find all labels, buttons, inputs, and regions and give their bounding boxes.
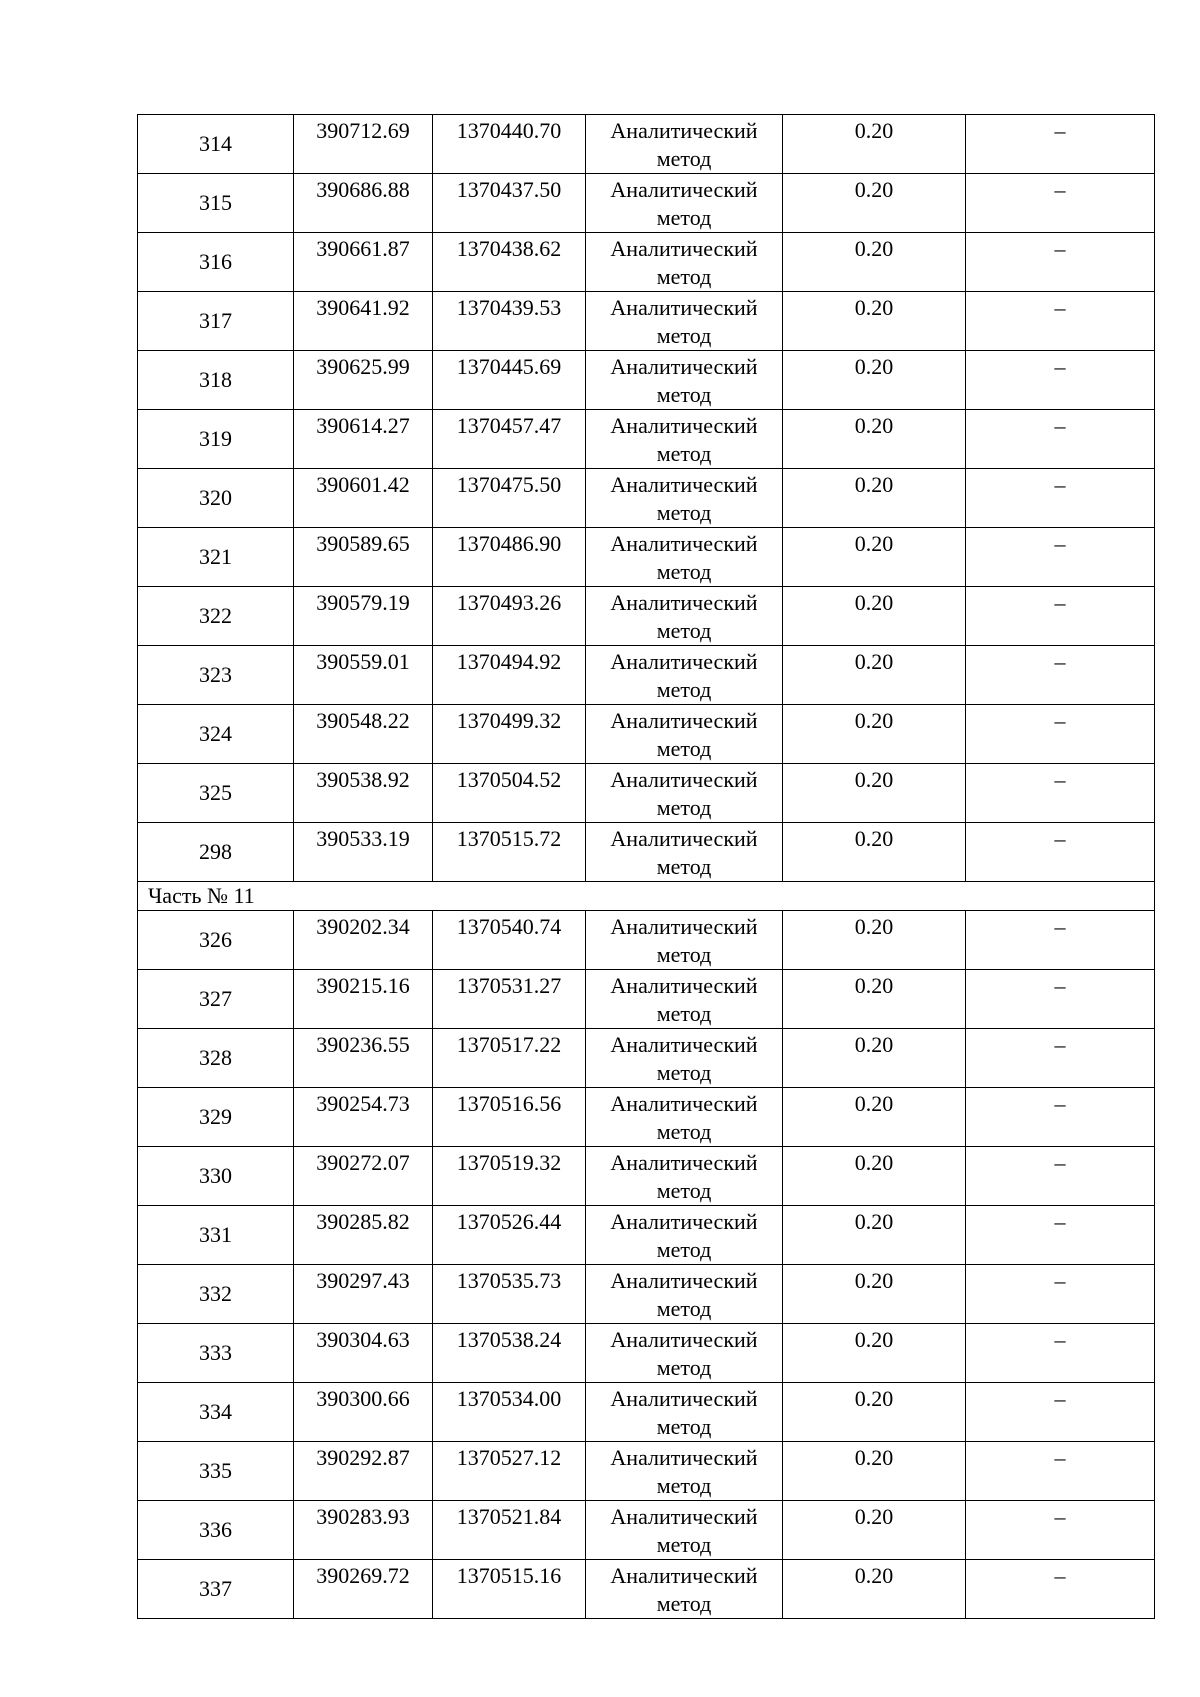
determination-method: Аналитический метод [586, 1383, 783, 1442]
table-row [138, 764, 1155, 823]
note-dash: – [966, 528, 1155, 587]
point-number: 315 [138, 174, 294, 233]
coordinate-y: 1370445.69 [433, 351, 586, 410]
coordinate-x: 390686.88 [294, 174, 433, 233]
note-dash: – [966, 1324, 1155, 1383]
coordinate-x: 390548.22 [294, 705, 433, 764]
table-row [138, 528, 1155, 587]
point-number: 320 [138, 469, 294, 528]
point-number: 334 [138, 1383, 294, 1442]
table-row [138, 1442, 1155, 1501]
accuracy-value: 0.20 [783, 1029, 966, 1088]
accuracy-value: 0.20 [783, 1501, 966, 1560]
accuracy-value: 0.20 [783, 115, 966, 174]
point-number: 329 [138, 1088, 294, 1147]
table-row [138, 1206, 1155, 1265]
coordinate-y: 1370515.72 [433, 823, 586, 882]
note-dash: – [966, 410, 1155, 469]
coordinate-y: 1370493.26 [433, 587, 586, 646]
table-row [138, 469, 1155, 528]
table-row [138, 1560, 1155, 1619]
coordinate-x: 390641.92 [294, 292, 433, 351]
determination-method: Аналитический метод [586, 292, 783, 351]
determination-method: Аналитический метод [586, 1442, 783, 1501]
coordinate-x: 390601.42 [294, 469, 433, 528]
coordinate-y: 1370494.92 [433, 646, 586, 705]
point-number: 318 [138, 351, 294, 410]
accuracy-value: 0.20 [783, 1265, 966, 1324]
table-row [138, 1324, 1155, 1383]
table-row [138, 233, 1155, 292]
point-number: 335 [138, 1442, 294, 1501]
determination-method: Аналитический метод [586, 174, 783, 233]
determination-method: Аналитический метод [586, 764, 783, 823]
coordinate-x: 390300.66 [294, 1383, 433, 1442]
table-row [138, 823, 1155, 882]
coordinate-x: 390614.27 [294, 410, 433, 469]
coordinates-table-body [138, 115, 1155, 1619]
coordinate-y: 1370499.32 [433, 705, 586, 764]
table-row [138, 1147, 1155, 1206]
note-dash: – [966, 1206, 1155, 1265]
coordinate-y: 1370516.56 [433, 1088, 586, 1147]
accuracy-value: 0.20 [783, 1206, 966, 1265]
coordinate-x: 390661.87 [294, 233, 433, 292]
coordinate-x: 390712.69 [294, 115, 433, 174]
coordinate-y: 1370519.32 [433, 1147, 586, 1206]
accuracy-value: 0.20 [783, 1147, 966, 1206]
determination-method: Аналитический метод [586, 410, 783, 469]
point-number: 331 [138, 1206, 294, 1265]
determination-method: Аналитический метод [586, 646, 783, 705]
coordinate-x: 390285.82 [294, 1206, 433, 1265]
part-heading-row [138, 882, 1155, 911]
table-row [138, 1088, 1155, 1147]
coordinate-y: 1370540.74 [433, 911, 586, 970]
determination-method: Аналитический метод [586, 1206, 783, 1265]
coordinate-x: 390272.07 [294, 1147, 433, 1206]
determination-method: Аналитический метод [586, 115, 783, 174]
point-number: 326 [138, 911, 294, 970]
determination-method: Аналитический метод [586, 469, 783, 528]
coordinate-y: 1370440.70 [433, 115, 586, 174]
note-dash: – [966, 351, 1155, 410]
determination-method: Аналитический метод [586, 1029, 783, 1088]
point-number: 328 [138, 1029, 294, 1088]
note-dash: – [966, 1560, 1155, 1619]
accuracy-value: 0.20 [783, 1442, 966, 1501]
note-dash: – [966, 1383, 1155, 1442]
accuracy-value: 0.20 [783, 469, 966, 528]
coordinate-y: 1370504.52 [433, 764, 586, 823]
determination-method: Аналитический метод [586, 351, 783, 410]
table-row [138, 911, 1155, 970]
accuracy-value: 0.20 [783, 1088, 966, 1147]
point-number: 323 [138, 646, 294, 705]
point-number: 325 [138, 764, 294, 823]
note-dash: – [966, 1442, 1155, 1501]
note-dash: – [966, 233, 1155, 292]
determination-method: Аналитический метод [586, 1265, 783, 1324]
accuracy-value: 0.20 [783, 646, 966, 705]
coordinate-y: 1370527.12 [433, 1442, 586, 1501]
note-dash: – [966, 1029, 1155, 1088]
accuracy-value: 0.20 [783, 528, 966, 587]
coordinate-x: 390589.65 [294, 528, 433, 587]
determination-method: Аналитический метод [586, 970, 783, 1029]
determination-method: Аналитический метод [586, 1324, 783, 1383]
table-row [138, 646, 1155, 705]
coordinate-y: 1370475.50 [433, 469, 586, 528]
coordinate-y: 1370534.00 [433, 1383, 586, 1442]
determination-method: Аналитический метод [586, 1501, 783, 1560]
determination-method: Аналитический метод [586, 823, 783, 882]
coordinate-x: 390538.92 [294, 764, 433, 823]
table-row [138, 410, 1155, 469]
coordinate-x: 390236.55 [294, 1029, 433, 1088]
accuracy-value: 0.20 [783, 292, 966, 351]
note-dash: – [966, 1088, 1155, 1147]
coordinate-y: 1370437.50 [433, 174, 586, 233]
note-dash: – [966, 115, 1155, 174]
coordinate-y: 1370515.16 [433, 1560, 586, 1619]
accuracy-value: 0.20 [783, 1324, 966, 1383]
point-number: 316 [138, 233, 294, 292]
coordinate-y: 1370439.53 [433, 292, 586, 351]
note-dash: – [966, 911, 1155, 970]
table-row [138, 292, 1155, 351]
point-number: 336 [138, 1501, 294, 1560]
determination-method: Аналитический метод [586, 1088, 783, 1147]
point-number: 322 [138, 587, 294, 646]
coordinate-x: 390579.19 [294, 587, 433, 646]
accuracy-value: 0.20 [783, 823, 966, 882]
accuracy-value: 0.20 [783, 174, 966, 233]
accuracy-value: 0.20 [783, 587, 966, 646]
point-number: 314 [138, 115, 294, 174]
note-dash: – [966, 292, 1155, 351]
note-dash: – [966, 1265, 1155, 1324]
coordinate-x: 390533.19 [294, 823, 433, 882]
determination-method: Аналитический метод [586, 528, 783, 587]
table-row [138, 115, 1155, 174]
note-dash: – [966, 646, 1155, 705]
accuracy-value: 0.20 [783, 1383, 966, 1442]
determination-method: Аналитический метод [586, 705, 783, 764]
determination-method: Аналитический метод [586, 233, 783, 292]
coordinate-y: 1370517.22 [433, 1029, 586, 1088]
accuracy-value: 0.20 [783, 970, 966, 1029]
determination-method: Аналитический метод [586, 1147, 783, 1206]
coordinate-y: 1370526.44 [433, 1206, 586, 1265]
coordinate-x: 390202.34 [294, 911, 433, 970]
coordinate-x: 390292.87 [294, 1442, 433, 1501]
coordinate-x: 390215.16 [294, 970, 433, 1029]
coordinate-y: 1370535.73 [433, 1265, 586, 1324]
point-number: 333 [138, 1324, 294, 1383]
table-row [138, 1029, 1155, 1088]
point-number: 317 [138, 292, 294, 351]
accuracy-value: 0.20 [783, 1560, 966, 1619]
table-row [138, 1383, 1155, 1442]
point-number: 337 [138, 1560, 294, 1619]
note-dash: – [966, 705, 1155, 764]
table-row [138, 174, 1155, 233]
point-number: 327 [138, 970, 294, 1029]
point-number: 298 [138, 823, 294, 882]
determination-method: Аналитический метод [586, 587, 783, 646]
coordinate-y: 1370438.62 [433, 233, 586, 292]
coordinate-y: 1370531.27 [433, 970, 586, 1029]
accuracy-value: 0.20 [783, 351, 966, 410]
table-row [138, 970, 1155, 1029]
accuracy-value: 0.20 [783, 233, 966, 292]
note-dash: – [966, 970, 1155, 1029]
coordinate-y: 1370538.24 [433, 1324, 586, 1383]
note-dash: – [966, 764, 1155, 823]
coordinate-x: 390304.63 [294, 1324, 433, 1383]
point-number: 330 [138, 1147, 294, 1206]
point-number: 332 [138, 1265, 294, 1324]
accuracy-value: 0.20 [783, 764, 966, 823]
table-row [138, 587, 1155, 646]
table-row [138, 1265, 1155, 1324]
note-dash: – [966, 1147, 1155, 1206]
coordinates-table [137, 114, 1155, 1619]
coordinate-x: 390625.99 [294, 351, 433, 410]
point-number: 319 [138, 410, 294, 469]
accuracy-value: 0.20 [783, 410, 966, 469]
coordinate-x: 390297.43 [294, 1265, 433, 1324]
coordinate-x: 390269.72 [294, 1560, 433, 1619]
note-dash: – [966, 469, 1155, 528]
table-row [138, 1501, 1155, 1560]
accuracy-value: 0.20 [783, 705, 966, 764]
coordinate-y: 1370521.84 [433, 1501, 586, 1560]
point-number: 321 [138, 528, 294, 587]
note-dash: – [966, 1501, 1155, 1560]
document-page [137, 114, 1154, 1619]
determination-method: Аналитический метод [586, 911, 783, 970]
part-heading: Часть № 11 [138, 882, 1155, 911]
note-dash: – [966, 174, 1155, 233]
note-dash: – [966, 823, 1155, 882]
note-dash: – [966, 587, 1155, 646]
point-number: 324 [138, 705, 294, 764]
coordinate-y: 1370486.90 [433, 528, 586, 587]
coordinate-x: 390559.01 [294, 646, 433, 705]
coordinate-x: 390283.93 [294, 1501, 433, 1560]
accuracy-value: 0.20 [783, 911, 966, 970]
table-row [138, 351, 1155, 410]
coordinate-y: 1370457.47 [433, 410, 586, 469]
table-row [138, 705, 1155, 764]
coordinate-x: 390254.73 [294, 1088, 433, 1147]
determination-method: Аналитический метод [586, 1560, 783, 1619]
